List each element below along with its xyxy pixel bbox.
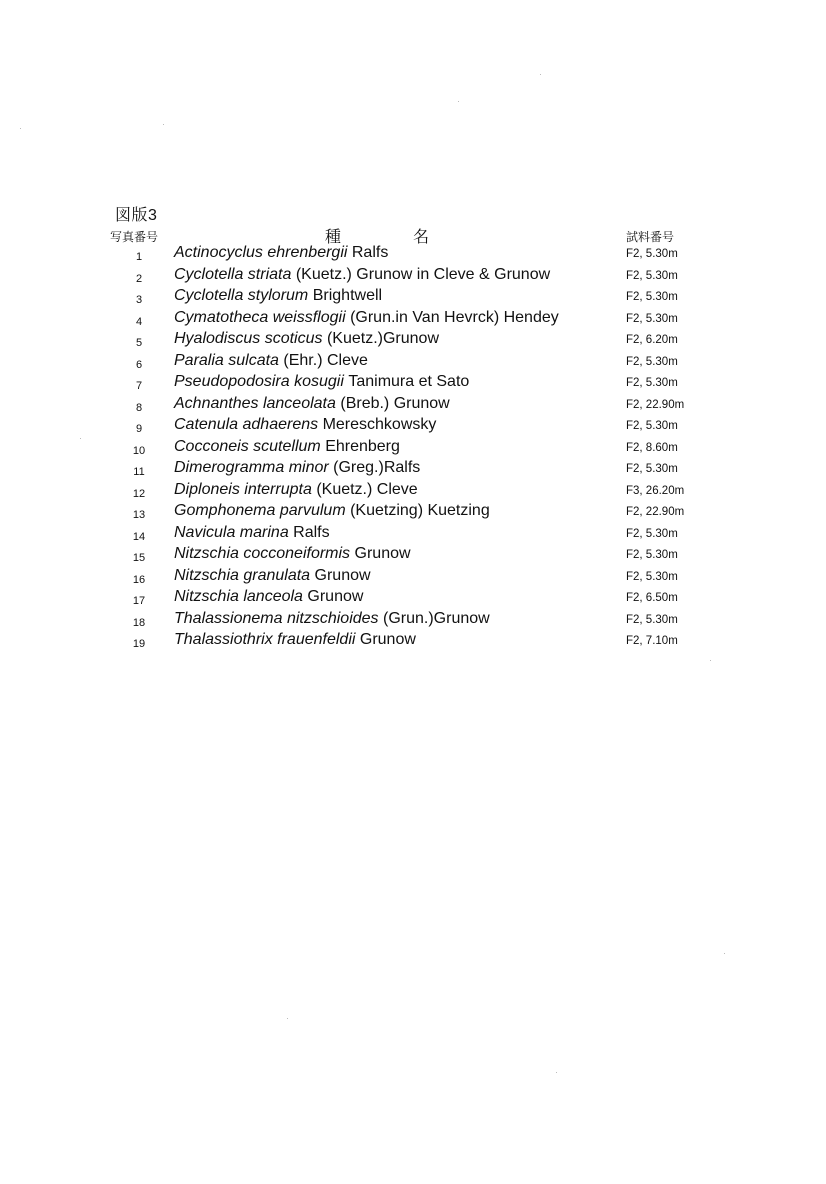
sample-number: F2, 8.60m: [626, 441, 678, 454]
photo-number: 4: [135, 315, 143, 328]
sample-number: F2, 5.30m: [626, 527, 678, 540]
photo-number: 11: [133, 466, 145, 478]
table-row: [0, 610, 826, 632]
sample-number: F3, 26.20m: [626, 484, 685, 497]
photo-number: 12: [132, 487, 146, 500]
photo-number: 16: [132, 573, 146, 586]
table-row: [0, 502, 826, 524]
header-sample-number: 試料番号: [626, 230, 675, 244]
photo-number: 18: [132, 616, 146, 629]
species-name: [174, 459, 420, 477]
table-row: [0, 309, 826, 331]
species-name: [174, 438, 400, 456]
photo-number: 19: [132, 638, 146, 650]
sample-number: F2, 7.10m: [626, 635, 678, 647]
table-row: [0, 481, 826, 503]
species-name: [174, 244, 388, 262]
table-row: [0, 438, 826, 460]
species-name: [174, 567, 371, 585]
photo-number: 6: [135, 358, 143, 371]
sample-number: F2, 5.30m: [626, 355, 678, 368]
species-binomial: Cyclotella striata: [174, 265, 292, 283]
species-author: (Grun.in Van Hevrck) Hendey: [350, 308, 559, 326]
species-author: (Kuetz.) Cleve: [316, 480, 418, 498]
species-author: (Kuetzing) Kuetzing: [350, 502, 490, 519]
table-row: [0, 373, 826, 395]
species-binomial: Paralia sulcata: [174, 351, 279, 369]
species-name: [174, 481, 418, 499]
sample-number: F2, 5.30m: [626, 613, 678, 626]
photo-number: 9: [135, 423, 143, 435]
sample-number: F2, 5.30m: [626, 291, 678, 303]
table-row: [0, 352, 826, 374]
species-name: [174, 309, 559, 327]
species-author: Grunow: [307, 588, 364, 605]
species-author: Grunow: [354, 545, 411, 562]
species-name: [174, 524, 330, 542]
plate-title: 図版3: [115, 207, 158, 224]
species-author: Ralfs: [351, 244, 389, 261]
species-author: Mereschkowsky: [322, 416, 437, 433]
photo-number: 8: [135, 401, 143, 414]
species-binomial: Diploneis interrupta: [174, 480, 312, 498]
table-row: [0, 545, 826, 567]
photo-number: 5: [135, 337, 143, 349]
species-binomial: Actinocyclus ehrenbergii: [174, 244, 348, 261]
sample-number: F2, 5.30m: [626, 570, 678, 583]
scan-speck: [458, 101, 459, 102]
species-name: [174, 373, 469, 391]
species-binomial: Hyalodiscus scoticus: [174, 330, 323, 347]
scan-speck: [724, 953, 725, 954]
species-binomial: Cyclotella stylorum: [174, 287, 309, 304]
species-binomial: Achnanthes lanceolata: [174, 394, 336, 412]
species-binomial: Nitzschia cocconeiformis: [174, 545, 351, 562]
species-author: (Grun.)Grunow: [383, 609, 490, 627]
table-row: [0, 416, 826, 438]
table-row: [0, 244, 826, 266]
species-name: [174, 352, 368, 370]
species-name: [174, 416, 436, 434]
table-row: [0, 567, 826, 589]
table-row: [0, 330, 826, 352]
photo-number: 14: [132, 530, 146, 543]
sample-number: F2, 5.30m: [626, 549, 678, 561]
species-binomial: Catenula adhaerens: [174, 416, 319, 433]
sample-number: F2, 5.30m: [626, 269, 678, 282]
table-row: [0, 588, 826, 610]
sample-number: F2, 5.30m: [626, 420, 678, 432]
species-author: Ehrenberg: [325, 437, 400, 455]
table-row: [0, 524, 826, 546]
species-author: Tanimura et Sato: [348, 373, 470, 390]
species-binomial: Cymatotheca weissflogii: [174, 308, 346, 326]
sample-number: F2, 6.50m: [626, 592, 678, 604]
species-name: [174, 330, 439, 348]
species-binomial: Gomphonema parvulum: [174, 502, 346, 519]
species-author: Grunow: [359, 631, 416, 648]
species-binomial: Pseudopodosira kosugii: [174, 373, 344, 390]
header-species-char-1: 種: [325, 229, 342, 246]
sample-number: F2, 5.30m: [626, 248, 678, 260]
scan-speck: [287, 1018, 288, 1019]
scan-speck: [80, 438, 81, 439]
photo-number: 7: [135, 380, 143, 392]
species-binomial: Navicula marina: [174, 523, 289, 541]
photo-number: 15: [132, 552, 146, 564]
photo-number: 17: [132, 595, 146, 607]
species-author: (Greg.)Ralfs: [333, 459, 421, 476]
species-binomial: Cocconeis scutellum: [174, 437, 321, 455]
species-name: [174, 631, 416, 649]
photo-number: 13: [132, 509, 146, 521]
species-name: [174, 502, 490, 520]
species-binomial: Nitzschia lanceola: [174, 588, 303, 605]
species-name: [174, 266, 550, 284]
species-author: (Ehr.) Cleve: [283, 351, 368, 369]
table-row: [0, 266, 826, 288]
photo-number: 2: [135, 272, 143, 285]
sample-number: F2, 5.30m: [626, 312, 678, 325]
sample-number: F2, 5.30m: [626, 463, 678, 475]
species-name: [174, 588, 363, 606]
photo-number: 3: [135, 294, 143, 306]
species-author: (Breb.) Grunow: [340, 394, 450, 412]
species-author: Grunow: [314, 566, 371, 584]
photo-number: 1: [135, 251, 143, 263]
species-name: [174, 610, 490, 628]
species-binomial: Thalassiothrix frauenfeldii: [174, 631, 356, 648]
sample-number: F2, 6.20m: [626, 334, 678, 346]
table-row: [0, 631, 826, 653]
species-name: [174, 287, 382, 305]
table-row: [0, 395, 826, 417]
scan-speck: [540, 74, 541, 75]
sample-number: F2, 22.90m: [626, 398, 685, 411]
species-name: [174, 395, 450, 413]
sample-number: F2, 22.90m: [626, 506, 685, 518]
species-binomial: Nitzschia granulata: [174, 566, 311, 584]
species-author: Brightwell: [312, 287, 383, 304]
header-photo-number: 写真番号: [110, 230, 159, 244]
scan-speck: [710, 660, 711, 661]
table-row: [0, 287, 826, 309]
species-binomial: Thalassionema nitzschioides: [174, 609, 379, 627]
species-table: [0, 244, 826, 653]
species-binomial: Dimerogramma minor: [174, 459, 329, 476]
species-author: (Kuetz.) Grunow in Cleve & Grunow: [295, 265, 551, 283]
species-name: [174, 545, 411, 563]
species-author: (Kuetz.)Grunow: [326, 330, 439, 347]
photo-number: 10: [132, 444, 146, 457]
sample-number: F2, 5.30m: [626, 377, 678, 389]
header-species-char-2: 名: [413, 229, 430, 246]
scan-speck: [20, 128, 21, 129]
scan-speck: [163, 124, 164, 125]
table-row: [0, 459, 826, 481]
species-author: Ralfs: [293, 523, 330, 541]
scan-speck: [556, 1072, 557, 1073]
